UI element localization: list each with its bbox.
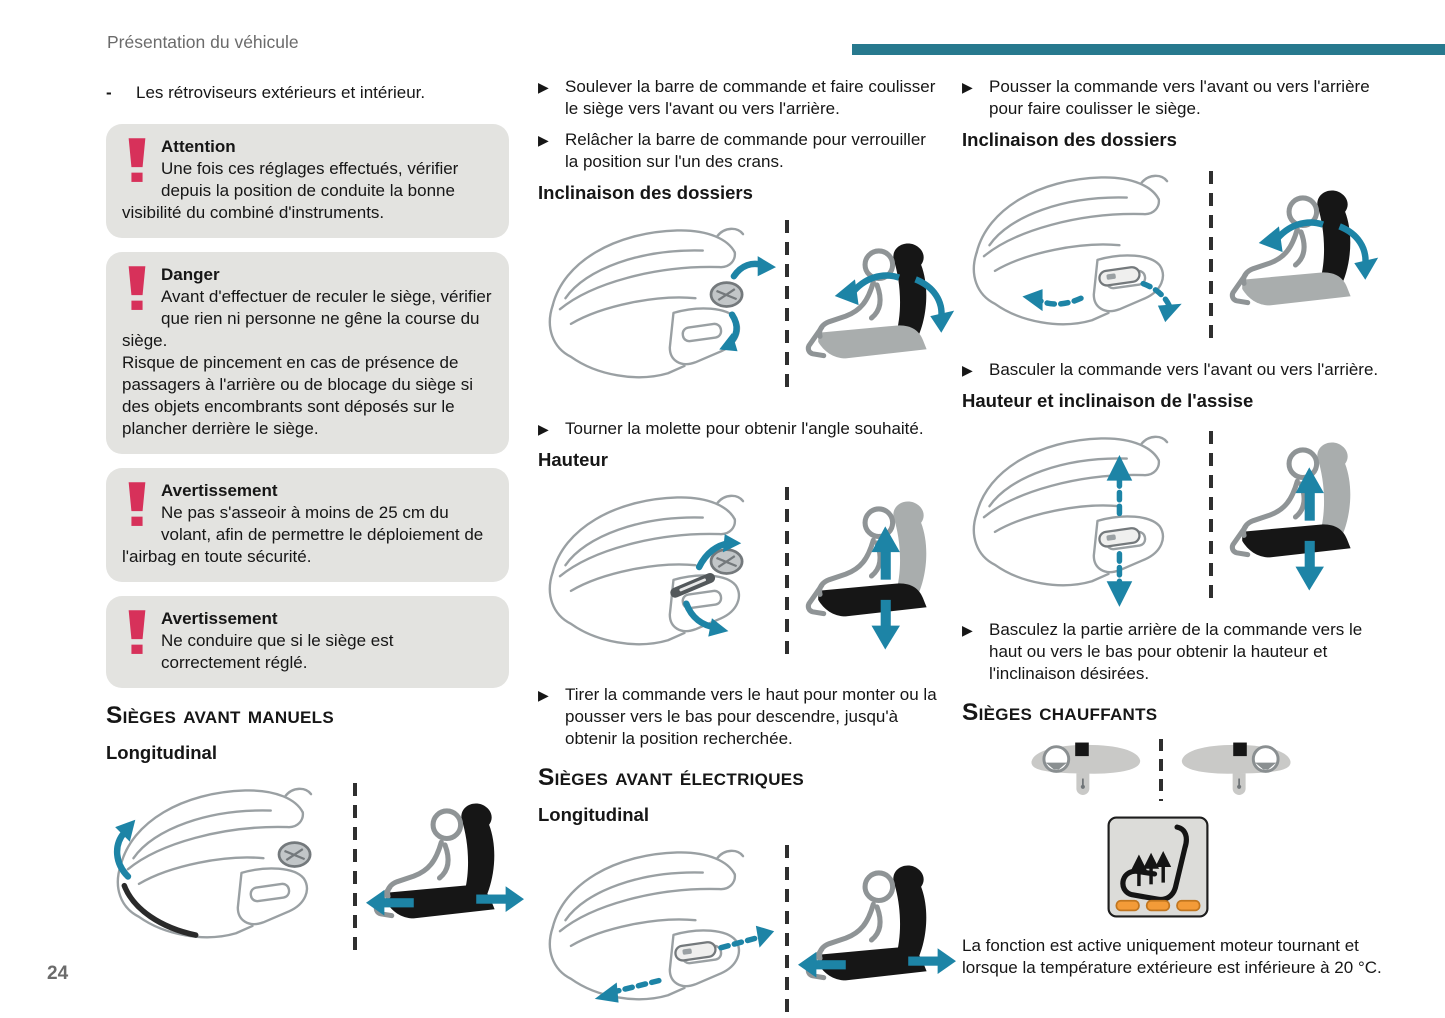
warning-title: Avertissement xyxy=(161,481,278,500)
warning-text: Ne pas s'asseoir à moins de 25 cm du volant, afin de permettre le déploiement de l'airbag en toute sécurité. xyxy=(122,503,484,566)
dashboard-rhd-pictogram xyxy=(1176,739,1294,798)
instruction-bullet xyxy=(538,418,940,440)
instruction-text: Tourner la molette pour obtenir l'angle souhaité. xyxy=(565,418,924,438)
instruction-text: Soulever la barre de commande et faire coulisser le siège vers l'avant ou vers l'arrière. xyxy=(565,77,936,118)
instruction-text: Basculez la partie arrière de la commande vers le haut ou vers le bas pour obtenir la hauteur et l'inclinaison désirées. xyxy=(989,620,1363,684)
dashed-divider xyxy=(1206,171,1216,339)
seat-recline-dial-drawing xyxy=(538,214,776,402)
mirror-bullet-text: Les rétroviseurs extérieurs et intérieur. xyxy=(136,83,426,102)
heated-seat-button-icon xyxy=(1106,815,1210,919)
seat-slide-pictogram xyxy=(798,861,956,999)
instruction-text: Pousser la commande vers l'avant ou vers l'arrière pour faire coulisser le siège. xyxy=(989,77,1370,118)
subsection-longitudinal: Longitudinal xyxy=(538,804,649,826)
page-number: 24 xyxy=(47,963,69,984)
section-title-manual-seats: Sièges avant manuels xyxy=(106,702,335,729)
warning-title: Avertissement xyxy=(161,609,278,628)
warning-box-avertissement-2 xyxy=(106,596,509,688)
instruction-bullet xyxy=(538,684,940,750)
instruction-bullet xyxy=(962,619,1386,685)
seat-slide-pictogram xyxy=(366,799,524,937)
instruction-bullet xyxy=(962,359,1386,381)
triangle-bullet-icon xyxy=(538,684,565,750)
seat-height-pictogram xyxy=(1222,438,1380,592)
dashed-divider xyxy=(1206,431,1216,599)
warning-exclamation-icon xyxy=(124,266,150,313)
seat-slide-bar-drawing xyxy=(106,774,344,962)
seat-recline-pictogram xyxy=(1222,186,1380,324)
electric-recline-illustration xyxy=(962,161,1386,349)
left-column xyxy=(106,76,509,972)
triangle-bullet-icon xyxy=(538,76,565,120)
seat-electric-slide-drawing xyxy=(538,836,776,1018)
instruction-text: Basculer la commande vers l'avant ou vers l'arrière. xyxy=(989,359,1379,379)
instruction-text: Tirer la commande vers le haut pour monter ou la pousser vers le bas pour descendre, jusqu'à obtenir la position recherchée. xyxy=(565,685,937,749)
dashed-divider xyxy=(782,487,792,662)
heating-note: La fonction est active uniquement moteur tournant et lorsque la température extérieure est inférieure à 20 °C. xyxy=(962,936,1382,978)
middle-column xyxy=(538,76,940,1018)
triangle-bullet-icon xyxy=(962,76,989,120)
instruction-text: Relâcher la barre de commande pour verrouiller la position sur l'un des crans. xyxy=(565,130,926,171)
seat-electric-height-drawing xyxy=(962,422,1200,610)
seat-electric-recline-drawing xyxy=(962,161,1200,349)
warning-text: Ne conduire que si le siège est correctement réglé. xyxy=(161,631,394,672)
warning-text: Avant d'effectuer de reculer le siège, vérifier que rien ni personne ne gêne la course du siège. xyxy=(122,287,492,350)
instruction-bullet xyxy=(962,76,1386,120)
section-title-electric-seats: Sièges avant électriques xyxy=(538,764,805,792)
warning-title: Danger xyxy=(161,265,220,284)
instruction-bullet xyxy=(538,76,940,120)
mirror-bullet xyxy=(106,82,509,104)
dashed-divider xyxy=(350,783,360,953)
warning-text: Une fois ces réglages effectués, vérifier depuis la position de conduite la bonne visibilité du combiné d'instruments. xyxy=(122,159,459,222)
dash-bullet-icon xyxy=(106,82,136,104)
dashed-divider xyxy=(782,220,792,395)
seat-recline-pictogram xyxy=(798,239,956,377)
electric-cushion-illustration xyxy=(962,422,1386,610)
warning-box-avertissement-1 xyxy=(106,468,509,582)
heated-seats-location-illustration xyxy=(1028,739,1386,801)
dashed-divider xyxy=(782,845,792,1015)
section-title-heated-seats: Sièges chauffants xyxy=(962,699,1158,727)
instruction-bullet xyxy=(538,129,940,173)
warning-title: Attention xyxy=(161,137,236,156)
right-column xyxy=(962,76,1386,979)
page-header: Présentation du véhicule xyxy=(107,32,299,52)
dashboard-lhd-pictogram xyxy=(1028,739,1146,798)
subsection-longitudinal: Longitudinal xyxy=(106,742,217,763)
subsection-recline: Inclinaison des dossiers xyxy=(538,182,753,203)
subsection-recline: Inclinaison des dossiers xyxy=(962,129,1177,150)
manual-longitudinal-illustration xyxy=(106,774,509,962)
warning-exclamation-icon xyxy=(124,610,150,657)
subsection-height: Hauteur xyxy=(538,448,608,470)
dashed-divider xyxy=(1156,739,1166,801)
warning-box-attention xyxy=(106,124,509,238)
warning-text: Risque de pincement en cas de présence de passagers à l'arrière ou de blocage du siège si des objets encombrants sont déposés sur le plancher derrière le siège. xyxy=(122,353,474,438)
seat-height-lever-drawing xyxy=(538,481,776,669)
electric-longitudinal-illustration xyxy=(538,836,940,1018)
teal-accent-bar xyxy=(852,44,1445,55)
subsection-cushion: Hauteur et inclinaison de l'assise xyxy=(962,389,1254,411)
triangle-bullet-icon xyxy=(538,129,565,173)
manual-recline-illustration xyxy=(538,214,940,402)
triangle-bullet-icon xyxy=(962,619,989,685)
triangle-bullet-icon xyxy=(538,418,565,440)
warning-box-danger xyxy=(106,252,509,454)
seat-height-pictogram xyxy=(798,497,956,651)
triangle-bullet-icon xyxy=(962,359,989,381)
manual-height-illustration xyxy=(538,481,940,669)
warning-exclamation-icon xyxy=(124,138,150,185)
warning-exclamation-icon xyxy=(124,482,150,529)
